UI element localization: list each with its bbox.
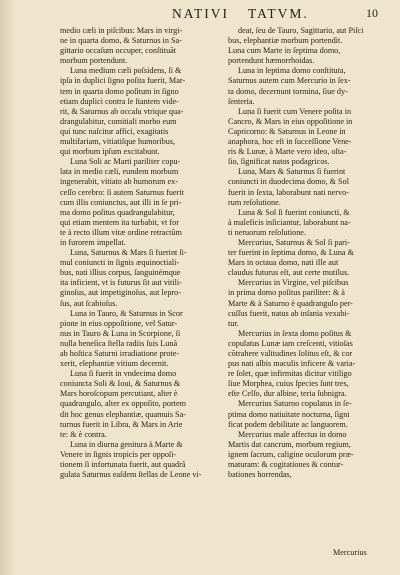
right-column-line: tur.: [228, 318, 239, 328]
page-number: 10: [366, 6, 378, 20]
right-column-line: Luna, Mars & Saturnus ſi fuerint: [238, 167, 346, 177]
left-column-line: cum illis coniunctus, aut illi in ſe pri-: [60, 197, 182, 207]
right-column-line: ta domo, decernunt tormina, ſiue dy-: [228, 86, 348, 96]
right-column-line: copulatus Lunæ iam creſcenti, vitioſas: [228, 338, 353, 348]
right-column-line: à maleficis inſiciantur, laborabunt na-: [228, 217, 351, 227]
left-column-line: drangulabitur, comitiali morbo eum: [60, 116, 177, 126]
right-column-line: Martis dat cancrum, morbum regium,: [228, 439, 351, 449]
left-column-line: Luna medium cæli poſsidens, ſi &: [70, 66, 182, 76]
left-column-line: ita inficient, vt is futurus ſit aut vitili-: [60, 278, 182, 288]
left-column-line: qui morbum ipſum excitabunt.: [60, 147, 160, 157]
right-column-line: coniuncti in duodecima domo, & Sol: [228, 177, 349, 187]
left-column-line: multifariam, vitiatiſque humoribus,: [60, 137, 176, 147]
left-column-line: ginoſus, aut impetiginoſus, aut lepro-: [60, 288, 181, 298]
right-column-line: portendunt hæmorrhoidas.: [228, 56, 315, 66]
right-column-line: maturam: & cogitationes & contur-: [228, 460, 344, 470]
right-column-line: Capricorno: & Saturnus in Leone in: [228, 126, 346, 136]
left-column-line: Luna in diurna genitura à Marte &: [70, 439, 183, 449]
right-column-line: Mercurius, Saturnus & Sol ſi pari-: [238, 237, 350, 247]
left-column-line: Luna Soli ac Marti pariliter copu-: [70, 157, 181, 167]
right-column-line: Mars in octaua domo, nati ille aut: [228, 258, 339, 268]
right-column-line: ris & Lunæ, à Marte vero ideo, oſta-: [228, 147, 347, 157]
right-column-line: Mercurius in Virgine, vel piſcibus: [238, 278, 349, 288]
right-column-line: Mercurius male affectus in domo: [238, 429, 347, 439]
left-column-line: mul coniuncti in ſignis æquinoctiali-: [60, 258, 180, 268]
left-column-line: rit, & Saturnus ab occaſu vtrique qua-: [60, 106, 184, 116]
left-column-line: te à recto illum vitæ ordine retractũm: [60, 227, 182, 237]
right-column-line: Mercurius Saturno copulatus in ſe-: [238, 399, 352, 409]
left-column-line: ne in quarta domo, & Saturnus in Sa-: [60, 36, 182, 46]
right-column-line: ſio, ſignificat natos podagricos.: [228, 157, 330, 167]
right-column-line: cõtrahere valitudines ſolitus eſt, & cor: [228, 349, 353, 358]
left-column-line: etiam duplici contra ſe ſtantem vide-: [60, 96, 179, 106]
right-column-line: re ſolet, quæ infirmitas dicitur vitiligo: [228, 369, 352, 379]
right-column-line: cuſſus fuerit, natus ab inſania vexabi-: [228, 308, 350, 318]
right-column-line: Luna & Sol ſi fuerint coniuncti, &: [238, 207, 350, 217]
right-column-line: ptima domo natiuitate nocturna, ſigni: [228, 409, 350, 419]
left-column-line: te: & è contra.: [60, 429, 107, 439]
right-column-line: ficat podem debilitate ac languorem.: [228, 419, 348, 429]
right-column-line: deat, ſeu de Tauro, Sagittario, aut Piſci: [238, 26, 364, 35]
right-column-line: bationes horrendas,: [228, 470, 292, 480]
running-head-left: NATIVI: [172, 6, 229, 21]
left-column-line: xerit, elephantiæ vitium decernit.: [60, 359, 169, 369]
left-column-line: ceſſo cerebro: ſi autem Saturnus fuerit: [60, 187, 184, 197]
left-column-line: Luna, Saturnus & Mars ſi fuerint ſi-: [70, 248, 187, 258]
right-column-line: pus nati albis maculis inficere & varia-: [228, 359, 356, 369]
right-column-line: ſiue Morphea, cuius ſpecies ſunt tres,: [228, 379, 349, 389]
catchword: Mercurius: [333, 548, 367, 557]
left-column-line: medio cæli in piſcibus: Mars in virgi-: [60, 26, 183, 35]
left-column-line: coniuncta Soli & Ioui, & Saturnus &: [60, 379, 181, 389]
left-column-line: tem in quarta domo poſitum in ſigno: [60, 86, 179, 96]
right-column-line: Luna cum Marte in ſeptima domo,: [228, 46, 341, 56]
right-column-line: ſenteria.: [228, 96, 255, 106]
right-column-line: Luna ſi fuerit cum Venere poſita in: [238, 106, 352, 116]
left-column-line: Venere in ſignis tropicis per oppoſi-: [60, 449, 177, 459]
left-column-line: pione in eius oppoſitione, vel Satur-: [60, 318, 178, 328]
left-column-line: ipſa in duplici ſigno poſita fuerit, Mar-: [60, 76, 186, 86]
left-column-line: lata in medio cæli, eundem morbum: [60, 167, 179, 177]
right-column-line: fuerit in ſexta, laborabunt nati nervo-: [228, 187, 349, 197]
right-column-line: bus, elephantiæ morbum portendit.: [228, 36, 343, 46]
gutter-shadow: [0, 0, 16, 575]
left-column-line: dit hoc genus elephantiæ, quamuis Sa-: [60, 409, 186, 419]
right-column-line: ignem ſacrum, caligine oculorum præ-: [228, 449, 354, 459]
left-column-line: nulla beneſica ſtella radiis ſuis Lunã: [60, 338, 178, 348]
right-column-line: Marte & à Saturno è quadrangulo per-: [228, 298, 353, 308]
right-column-line: Cancro, & Mars in eius oppoſitione in: [228, 116, 353, 126]
left-column-line: turnus fuerit in Libra, & Mars in Arie: [60, 419, 183, 429]
left-column-line: Luna ſi fuerit in vndecima domo: [70, 369, 177, 379]
right-column-line: ter fuerint in ſeptima domo, & Luna &: [228, 248, 354, 258]
right-text-column: [228, 26, 380, 480]
running-head-right: TATVM.: [248, 6, 309, 21]
left-column-line: ma domo poſitus quadrangulabitur,: [60, 207, 175, 217]
right-column-line: eſte Celſo, dur albine, teria ſubnigra.: [228, 389, 347, 399]
left-column-line: tionem ſi infortunata fuerit, aut quadrã: [60, 460, 186, 470]
left-column-line: morbum portendunt.: [60, 56, 128, 66]
right-column-line: in prima domo poſitus pariliter: & à: [228, 288, 345, 298]
right-column-line: Mercurius in ſexta domo poſitus &: [238, 328, 352, 338]
left-column-line: bus, nati illius corpus, ſanguinémque: [60, 268, 181, 278]
left-column-line: ab hoſtica Saturni irradiatione prote-: [60, 349, 180, 358]
left-column-line: qui etiam mentem ita turbabit, vt for: [60, 217, 179, 227]
right-column-line: ti neruorum reſolutione.: [228, 227, 306, 237]
left-column-line: gittario occaſum occuper, conſtituãt: [60, 46, 177, 56]
left-column-line: quadrangulo, alter ex oppoſito, portem: [60, 399, 186, 409]
left-column-line: qui tunc naſcitur affici, exagitatis: [60, 126, 169, 136]
left-column-line: ſus, aut ſcabioſus.: [60, 298, 118, 308]
left-column-line: Luna in Tauro, & Saturnus in Scor: [70, 308, 183, 318]
right-column-line: Luna in ſeptima domo conſtituta,: [238, 66, 346, 76]
left-column-line: ingenerabit, vitiato ab humorum ex-: [60, 177, 179, 187]
running-head: [0, 6, 400, 28]
right-column-line: claudus futurus eſt, aut certe mutilus.: [228, 268, 350, 278]
right-column-line: anaphora, hoc eſt in ſucceſſione Vene-: [228, 137, 352, 147]
right-column-line: Saturnus autem cum Mercurio in ſex-: [228, 76, 351, 86]
left-column-line: in furorem impellat.: [60, 237, 126, 247]
left-column-line: gulata Saturnus eaſdem ſtellas de Leone vi-: [60, 470, 202, 480]
left-text-column: [60, 26, 210, 480]
right-column-line: rum reſolutione.: [228, 197, 281, 207]
left-column-line: nus in Tauro & Luna in Scorpione, ſi: [60, 328, 181, 338]
left-column-line: Mars horoſcopum percutiant, alter è: [60, 389, 178, 399]
